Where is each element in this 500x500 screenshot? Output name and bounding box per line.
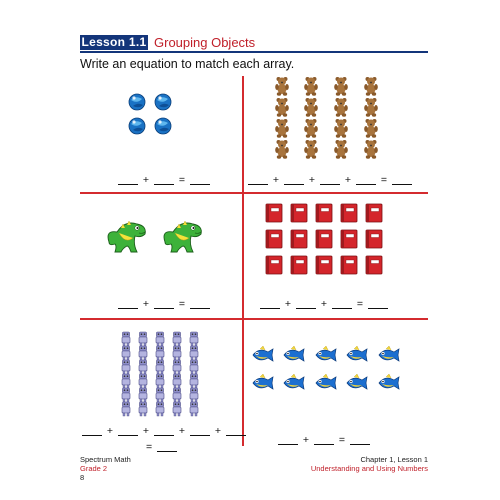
equals-sign: = <box>338 434 346 446</box>
answer-blank[interactable] <box>368 308 388 309</box>
answer-blank[interactable] <box>296 308 316 309</box>
robot-array <box>122 332 198 416</box>
plus-sign: + <box>272 174 280 186</box>
instructions: Write an equation to match each array. <box>80 57 295 71</box>
red-book-icon <box>316 256 332 274</box>
grade-label: Grade 2 <box>80 464 108 473</box>
robot-icon <box>156 360 164 374</box>
robot-icon <box>190 374 198 388</box>
blue-fish-icon <box>379 374 399 389</box>
robot-icon <box>173 360 181 374</box>
robot-icon <box>173 402 181 416</box>
red-book-icon <box>266 230 282 248</box>
teddy-bear-icon <box>304 119 318 138</box>
blue-marble-icon <box>129 94 145 110</box>
blue-fish-icon <box>316 346 336 361</box>
teddy-bear-icon <box>334 140 348 159</box>
robot-icon <box>190 346 198 360</box>
answer-blank[interactable] <box>118 184 138 185</box>
blue-marble-icon <box>155 94 171 110</box>
blue-fish-icon <box>347 374 367 389</box>
plus-sign: + <box>142 425 150 437</box>
robot-icon <box>173 346 181 360</box>
plus-sign: + <box>142 298 150 310</box>
teddy-bear-icon <box>364 140 378 159</box>
plus-sign: + <box>308 174 316 186</box>
robot-icon <box>156 374 164 388</box>
answer-blank[interactable] <box>154 435 174 436</box>
answer-blank[interactable] <box>190 308 210 309</box>
blue-fish-icon <box>253 374 273 389</box>
robot-icon <box>173 388 181 402</box>
blue-marble-icon <box>129 118 145 134</box>
equation-teddy-bears <box>246 174 414 186</box>
teddy-bear-icon <box>275 77 289 96</box>
answer-blank[interactable] <box>260 308 280 309</box>
green-dinosaur-icon <box>108 221 145 252</box>
lesson-title: Grouping Objects <box>154 35 256 50</box>
answer-blank[interactable] <box>118 435 138 436</box>
teddy-bear-icon <box>334 119 348 138</box>
marble-array <box>129 94 171 134</box>
red-book-icon <box>366 204 382 222</box>
teddy-bear-icon <box>364 77 378 96</box>
blue-marble-icon <box>155 118 171 134</box>
blue-fish-icon <box>284 346 304 361</box>
red-book-icon <box>266 204 282 222</box>
robot-icon <box>139 402 147 416</box>
answer-blank[interactable] <box>154 184 174 185</box>
answer-blank[interactable] <box>332 308 352 309</box>
red-book-icon <box>266 256 282 274</box>
answer-blank[interactable] <box>320 184 340 185</box>
answer-blank[interactable] <box>278 444 298 445</box>
teddy-bear-icon <box>334 98 348 117</box>
equation-robots-line-2 <box>146 441 179 453</box>
robot-icon <box>139 374 147 388</box>
robot-icon <box>139 346 147 360</box>
publisher-name: Spectrum Math <box>80 455 131 464</box>
robot-icon <box>122 360 130 374</box>
equation-marbles <box>116 174 212 186</box>
answer-blank[interactable] <box>284 184 304 185</box>
red-book-icon <box>341 230 357 248</box>
answer-blank[interactable] <box>190 435 210 436</box>
answer-blank[interactable] <box>226 435 246 436</box>
answer-blank[interactable] <box>314 444 334 445</box>
plus-sign: + <box>106 425 114 437</box>
blue-fish-icon <box>284 374 304 389</box>
answer-blank[interactable] <box>248 184 268 185</box>
equation-fish <box>276 434 372 446</box>
robot-icon <box>190 332 198 346</box>
plus-sign: + <box>178 425 186 437</box>
plus-sign: + <box>344 174 352 186</box>
teddy-bear-icon <box>304 77 318 96</box>
red-book-icon <box>291 230 307 248</box>
teddy-bear-icon <box>275 98 289 117</box>
red-book-icon <box>366 230 382 248</box>
equals-sign: = <box>178 298 186 310</box>
equals-sign: = <box>356 298 364 310</box>
answer-blank[interactable] <box>392 184 412 185</box>
robot-icon <box>122 374 130 388</box>
answer-blank[interactable] <box>82 435 102 436</box>
lesson-label: Lesson 1.1 <box>81 35 147 49</box>
chapter-label: Chapter 1, Lesson 1 <box>360 455 428 464</box>
green-dinosaur-icon <box>164 221 201 252</box>
book-array <box>266 204 382 274</box>
robot-icon <box>173 374 181 388</box>
chapter-title: Understanding and Using Numbers <box>310 464 428 473</box>
red-book-icon <box>291 204 307 222</box>
blue-fish-icon <box>379 346 399 361</box>
plus-sign: + <box>214 425 222 437</box>
answer-blank[interactable] <box>190 184 210 185</box>
plus-sign: + <box>284 298 292 310</box>
answer-blank[interactable] <box>350 444 370 445</box>
equals-sign: = <box>178 174 186 186</box>
red-book-icon <box>366 256 382 274</box>
footer-left <box>80 455 131 482</box>
red-book-icon <box>316 204 332 222</box>
robot-icon <box>122 388 130 402</box>
teddy-bear-icon <box>364 119 378 138</box>
robot-icon <box>139 360 147 374</box>
equation-robots-line-1 <box>80 425 248 437</box>
answer-blank[interactable] <box>356 184 376 185</box>
robot-icon <box>122 402 130 416</box>
robot-icon <box>156 388 164 402</box>
teddy-bear-icon <box>275 140 289 159</box>
equation-dinosaurs <box>116 298 212 310</box>
teddy-bear-icon <box>334 77 348 96</box>
plus-sign: + <box>302 434 310 446</box>
answer-blank[interactable] <box>157 451 177 452</box>
blue-fish-icon <box>316 374 336 389</box>
robot-icon <box>156 346 164 360</box>
robot-icon <box>190 388 198 402</box>
red-book-icon <box>341 256 357 274</box>
teddy-bear-icon <box>275 119 289 138</box>
robot-icon <box>190 402 198 416</box>
blue-fish-icon <box>253 346 273 361</box>
robot-icon <box>156 332 164 346</box>
dinosaur-array <box>108 221 201 252</box>
blue-fish-icon <box>347 346 367 361</box>
robot-icon <box>139 388 147 402</box>
fish-array <box>253 346 399 389</box>
red-book-icon <box>316 230 332 248</box>
red-book-icon <box>341 204 357 222</box>
equals-sign: = <box>146 441 153 453</box>
equation-books <box>258 298 390 310</box>
robot-icon <box>122 346 130 360</box>
footer-right <box>311 455 428 473</box>
red-book-icon <box>291 256 307 274</box>
robot-icon <box>190 360 198 374</box>
plus-sign: + <box>142 174 150 186</box>
teddy-bear-icon <box>304 140 318 159</box>
equals-sign: = <box>380 174 388 186</box>
answer-blank[interactable] <box>154 308 174 309</box>
robot-icon <box>139 332 147 346</box>
teddy-bear-icon <box>304 98 318 117</box>
teddy-bear-icon <box>364 98 378 117</box>
robot-icon <box>173 332 181 346</box>
plus-sign: + <box>320 298 328 310</box>
page-number: 8 <box>80 473 85 482</box>
robot-icon <box>156 402 164 416</box>
robot-icon <box>122 332 130 346</box>
teddy-bear-array <box>275 77 378 159</box>
answer-blank[interactable] <box>118 308 138 309</box>
